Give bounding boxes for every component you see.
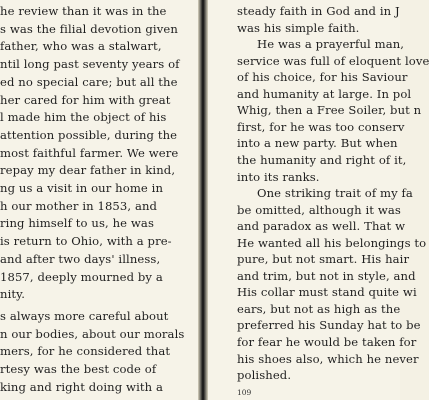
left-line: her cared for him with great [0, 92, 171, 107]
left-line: most faithful farmer. We were [0, 145, 179, 160]
left-line: rtesy was the best code of [0, 362, 157, 376]
left-line: he review than it was in the [0, 4, 167, 18]
left-line: s always more careful about [0, 308, 169, 323]
right-line: and paradox as well. That w [237, 219, 406, 234]
right-line: his shoes also, which he never [237, 351, 419, 366]
right-line: His collar must stand quite wi [237, 285, 417, 300]
left-line: is return to Ohio, with a pre- [0, 234, 172, 249]
left-line: ntil long past seventy years of [0, 57, 180, 72]
left-line: n our bodies, about our morals [0, 326, 185, 341]
left-line: nity. [0, 287, 26, 302]
left-line: h our mother in 1853, and [0, 198, 158, 213]
right-line: the humanity and right of it, [237, 153, 407, 167]
book-gutter [198, 0, 208, 400]
right-line: first, for he was too conserv [237, 119, 405, 134]
right-line: for fear he would be taken for [237, 335, 417, 349]
right-line: ears, but not as high as the [237, 301, 401, 316]
left-line: l made him the object of his [0, 110, 167, 125]
right-line: of his choice, for his Saviour [237, 70, 408, 85]
right-line: He was a prayerful man, [257, 37, 405, 52]
right-line: One striking trait of my fa [257, 186, 413, 201]
right-line: and humanity at large. In pol [237, 86, 412, 101]
right-line: Whig, then a Free Soiler, but n [237, 103, 422, 118]
right-line: He wanted all his belongings to [237, 235, 427, 250]
right-line: into a new party. But when [237, 136, 398, 151]
right-page [208, 0, 429, 400]
left-line: mers, for he considered that [0, 344, 171, 359]
right-line: was his simple faith. [237, 20, 360, 35]
right-line: and trim, but not in style, and [237, 268, 416, 283]
right-line: be omitted, although it was [237, 202, 401, 217]
right-line: preferred his Sunday hat to be [237, 318, 421, 333]
right-line: pure, but not smart. His hair [237, 252, 410, 267]
right-line: into its ranks. [237, 169, 320, 184]
left-page [0, 0, 198, 400]
right-line: polished. [237, 368, 292, 383]
right-line: service was full of eloquent love [237, 53, 429, 68]
left-line: repay my dear father in kind, [0, 163, 176, 178]
left-line: ring himself to us, he was [0, 216, 154, 231]
left-line: and after two days' illness, [0, 251, 161, 266]
left-line: ed no special care; but all the [0, 74, 178, 89]
page-number: 109 [237, 388, 252, 397]
right-line: steady faith in God and in J [237, 4, 400, 18]
left-line: 1857, deeply mourned by a [0, 269, 163, 284]
left-line: ng us a visit in our home in [0, 181, 164, 195]
left-line: king and right doing with a [0, 379, 164, 394]
left-line: father, who was a stalwart, [0, 39, 162, 54]
left-line: s was the filial devotion given [0, 21, 178, 36]
left-line: attention possible, during the [0, 127, 178, 142]
